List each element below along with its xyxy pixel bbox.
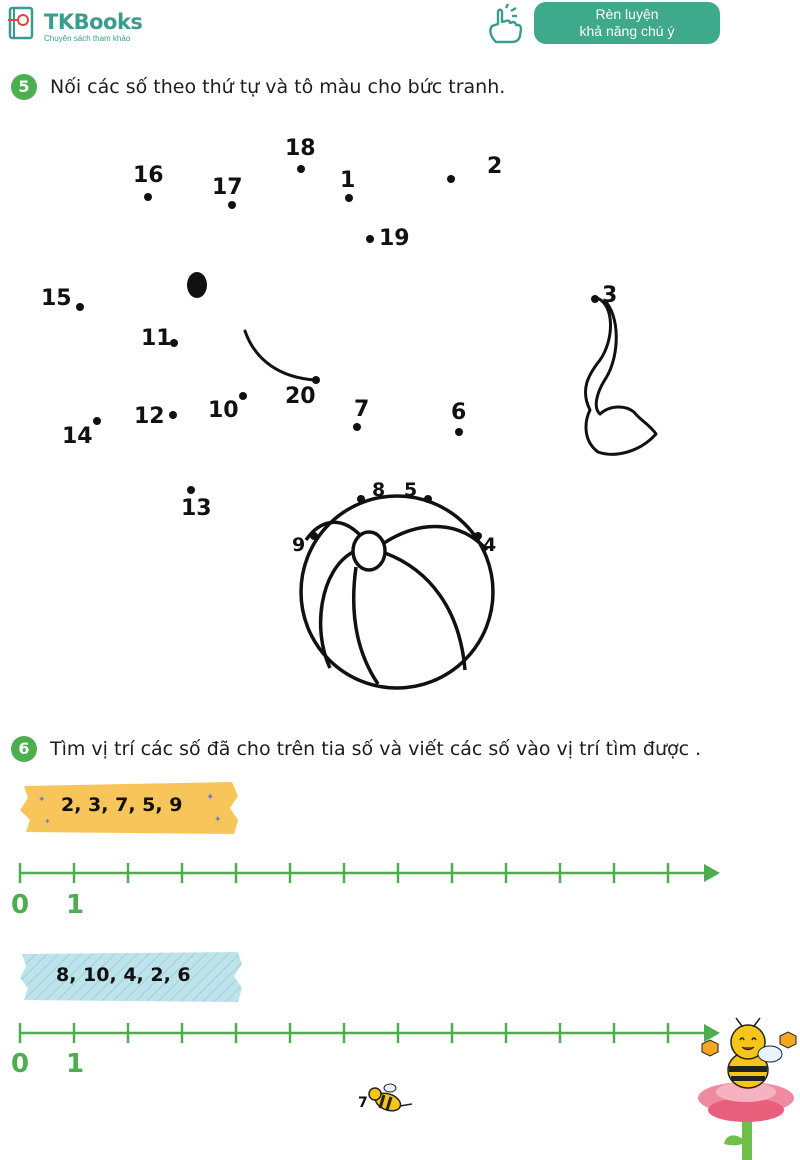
elephant-tail [585, 298, 656, 454]
line-1-label-0: 0 [11, 890, 30, 920]
dot-label-6: 6 [451, 400, 467, 425]
dot-9 [310, 532, 318, 540]
exercise-6-number: 6 [11, 736, 37, 762]
dot-4 [474, 532, 482, 540]
dot-label-17: 17 [212, 175, 243, 200]
dot-label-20: 20 [285, 384, 316, 409]
dot-label-15: 15 [41, 286, 72, 311]
dot-label-3: 3 [602, 283, 618, 308]
tape-2-numbers: 8, 10, 4, 2, 6 [56, 964, 191, 986]
number-line-2 [0, 1018, 800, 1048]
pointing-hand-icon [486, 2, 530, 44]
dot-13 [187, 486, 195, 494]
dot-10 [239, 392, 247, 400]
dot-label-8: 8 [372, 479, 386, 501]
dot-1 [345, 194, 353, 202]
badge-line-1: Rèn luyện [595, 6, 659, 22]
skill-badge [534, 2, 720, 44]
dot-8 [357, 495, 365, 503]
dot-label-1: 1 [340, 168, 356, 193]
dot-18 [297, 165, 305, 173]
dot-to-dot-picture [0, 120, 800, 700]
elephant-mouth [245, 331, 316, 380]
dot-label-19: 19 [379, 226, 410, 251]
dot-3 [591, 295, 599, 303]
dot-6 [455, 428, 463, 436]
dot-label-7: 7 [354, 397, 370, 422]
small-bee-number: 7 [358, 1095, 368, 1111]
dot-5 [424, 495, 432, 503]
dot-label-2: 2 [487, 154, 503, 179]
dot-12 [169, 411, 177, 419]
dot-17 [228, 201, 236, 209]
beach-ball [301, 496, 493, 688]
dot-label-10: 10 [208, 398, 239, 423]
dot-markers [76, 165, 599, 540]
line-1-label-1: 1 [66, 890, 85, 920]
svg-text:✦: ✦ [44, 817, 51, 826]
exercise-6-instruction: Tìm vị trí các số đã cho trên tia số và viết các số vào vị trí tìm được . [50, 738, 702, 760]
dot-label-4: 4 [483, 534, 497, 556]
dot-15 [76, 303, 84, 311]
line-2-label-0: 0 [11, 1049, 30, 1079]
dot-16 [144, 193, 152, 201]
number-line-1 [0, 858, 800, 888]
dot-7 [353, 423, 361, 431]
svg-text:✦: ✦ [206, 792, 215, 803]
svg-text:✦: ✦ [38, 795, 46, 805]
svg-text:✦: ✦ [214, 815, 222, 825]
elephant-eye [187, 272, 207, 298]
dot-label-11: 11 [141, 326, 172, 351]
line-2-label-1: 1 [66, 1049, 85, 1079]
dot-label-14: 14 [62, 424, 93, 449]
exercise-5-instruction: Nối các số theo thứ tự và tô màu cho bức tranh. [50, 76, 506, 98]
tape-1-numbers: 2, 3, 7, 5, 9 [61, 794, 183, 816]
dot-label-18: 18 [285, 136, 316, 161]
dot-label-9: 9 [292, 534, 306, 556]
dot-label-12: 12 [134, 404, 165, 429]
dot-19 [366, 235, 374, 243]
dot-2 [447, 175, 455, 183]
bee-on-flower-illustration [696, 1014, 800, 1160]
dot-label-13: 13 [181, 496, 212, 521]
exercise-5-number: 5 [11, 74, 37, 100]
dot-20 [312, 376, 320, 384]
dot-label-5: 5 [404, 479, 418, 501]
book-logo-icon [8, 6, 36, 40]
small-bee-icon [366, 1080, 416, 1120]
badge-line-2: khả năng chú ý [579, 23, 675, 39]
dot-label-16: 16 [133, 163, 164, 188]
dot-14 [93, 417, 101, 425]
brand-name: TKBooks [44, 10, 143, 34]
brand-tagline: Chuyên sách tham khảo [44, 34, 131, 43]
